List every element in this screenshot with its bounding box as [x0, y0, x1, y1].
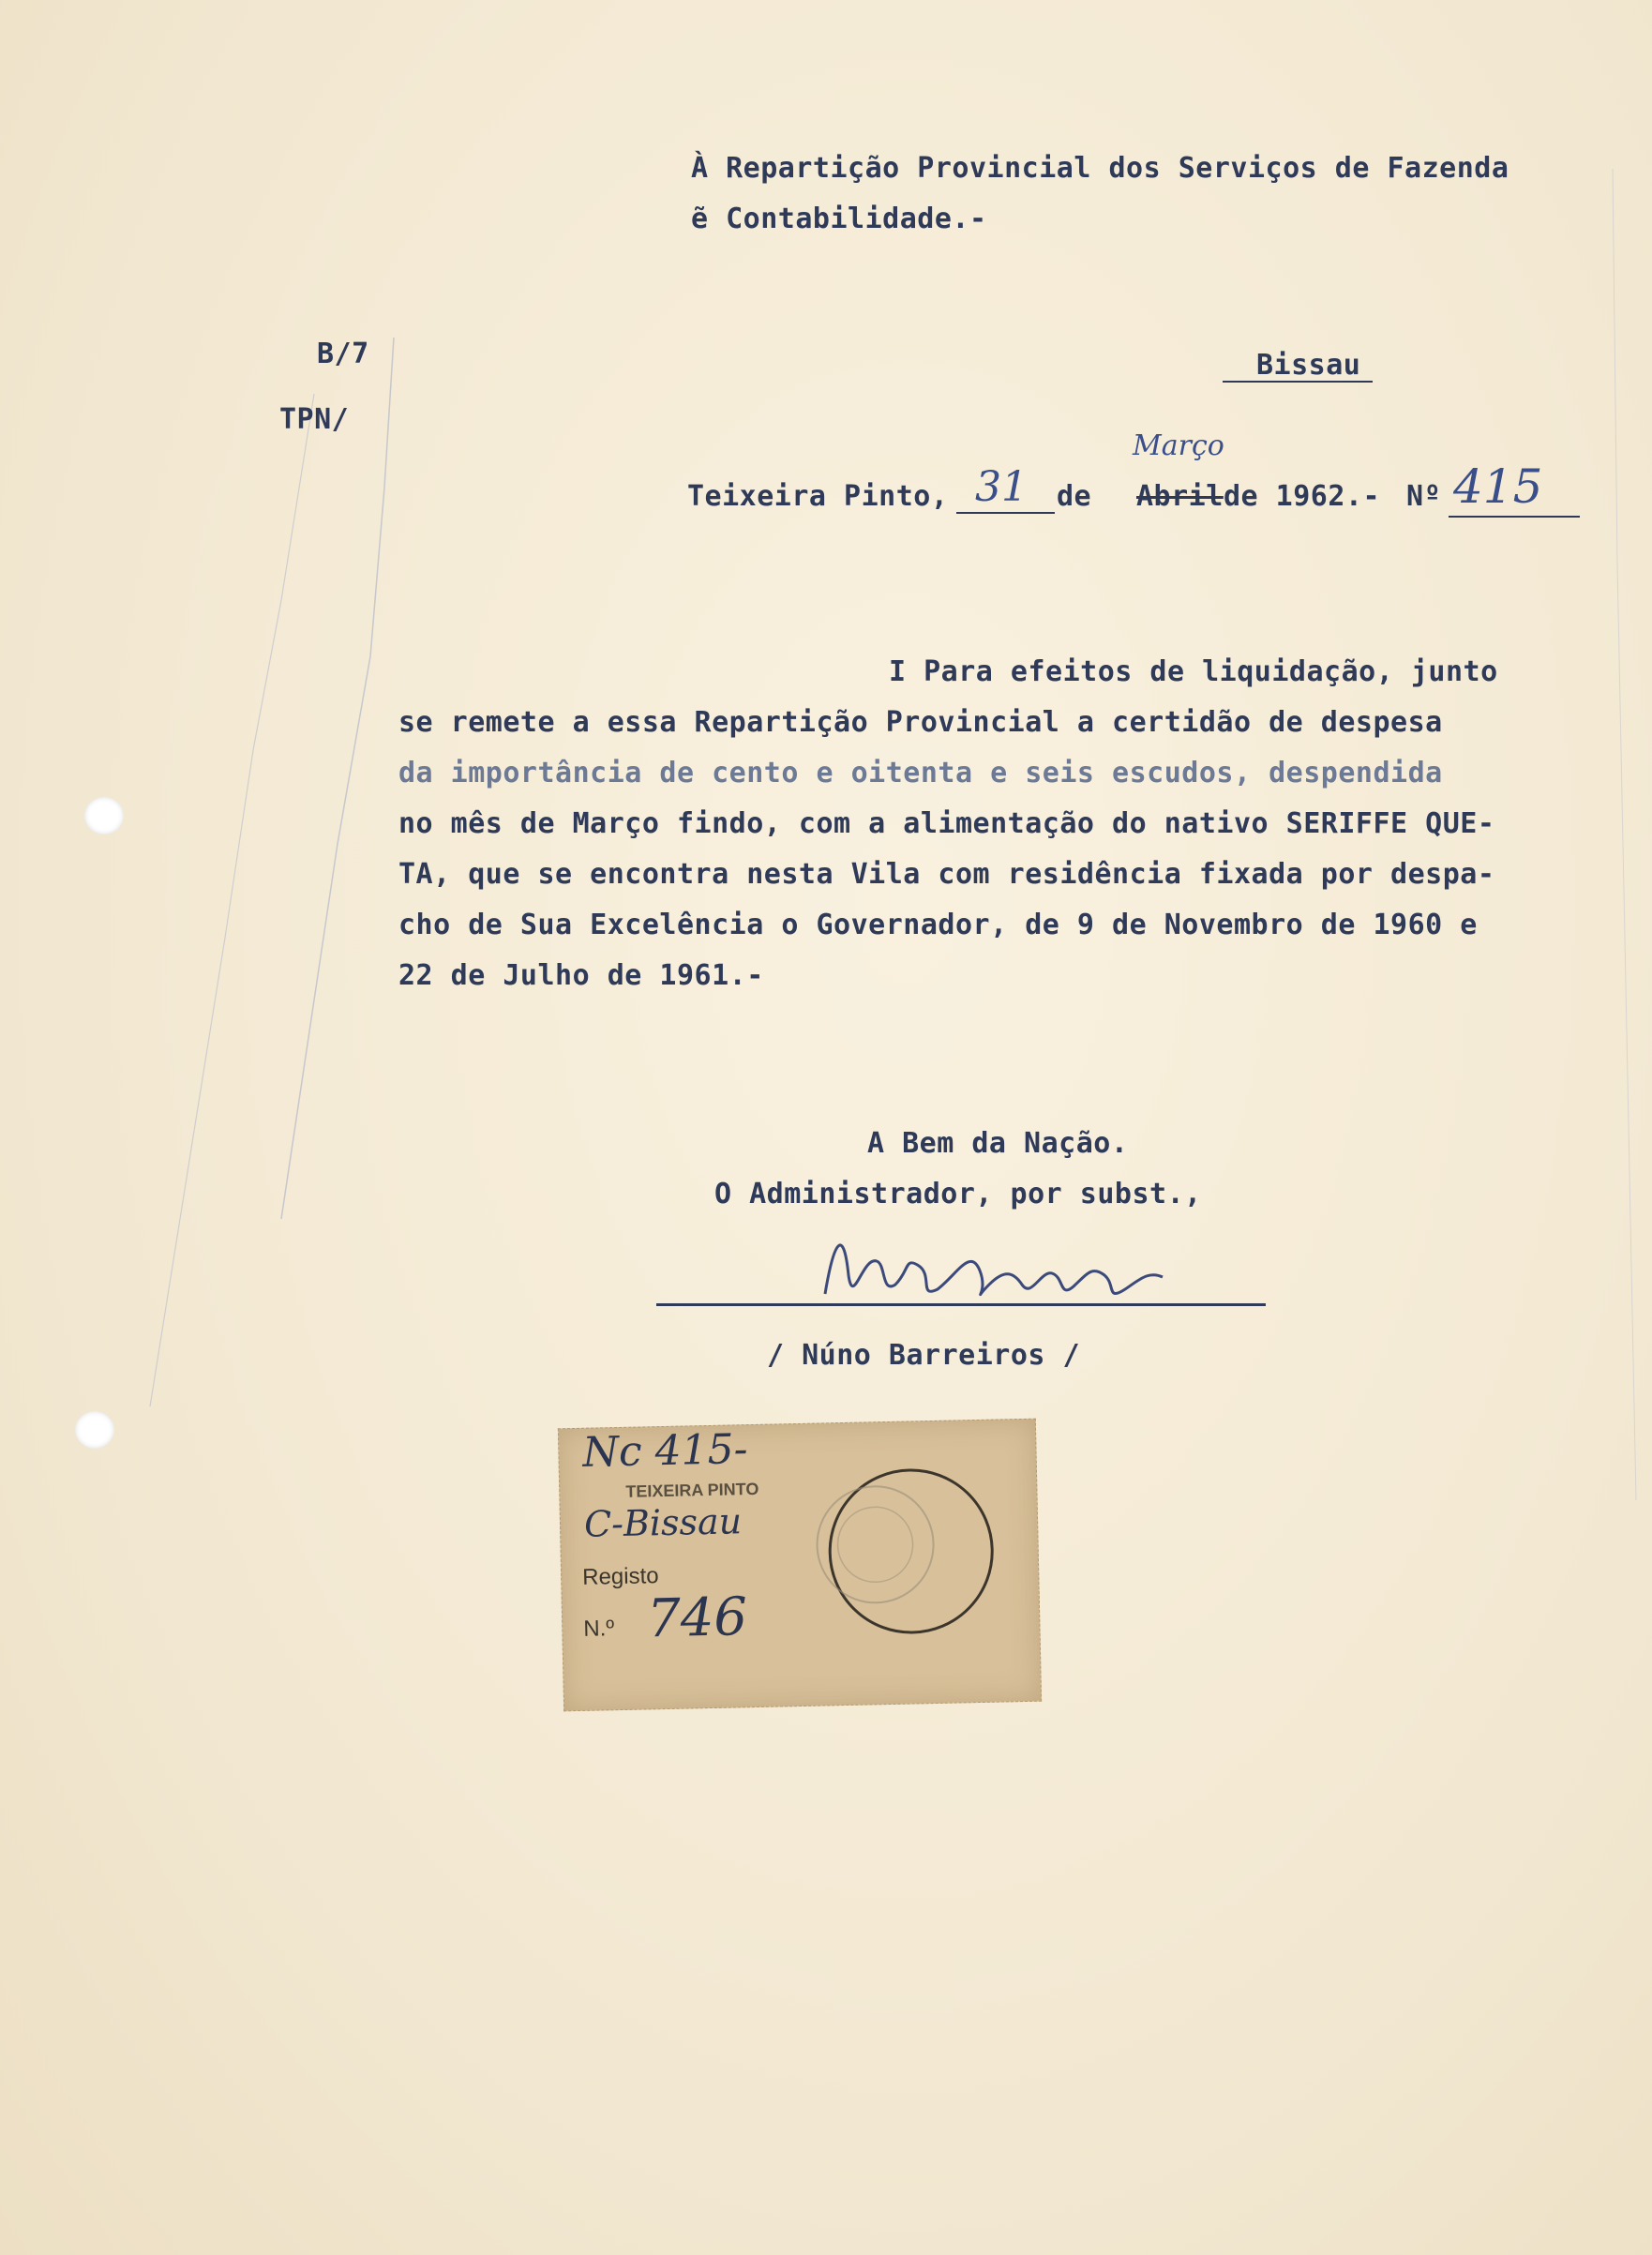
body-line: no mês de Março findo, com a alimentação do nativo SERIFFE QUE- — [398, 807, 1495, 840]
number-underline — [1449, 516, 1580, 518]
body-line: I Para efeitos de liquidação, junto — [889, 655, 1498, 688]
slip-number-label: N.º — [583, 1616, 615, 1642]
registration-slip — [558, 1419, 1042, 1712]
dateline-day: 31 — [975, 463, 1028, 511]
slip-registo-label: Registo — [581, 1563, 659, 1590]
addressee-line-1: À Repartição Provincial dos Serviços de Fazenda — [691, 152, 1509, 185]
document-number: 415 — [1453, 459, 1543, 514]
handwritten-signature — [806, 1219, 1200, 1322]
reference-code: B/7 — [317, 338, 369, 370]
dateline-year: de 1962.- — [1224, 480, 1381, 513]
faded-date-stamp — [808, 1478, 942, 1612]
slip-registo-number: 746 — [646, 1586, 748, 1650]
letter-body — [398, 647, 1589, 1001]
number-label: Nº — [1406, 480, 1442, 513]
body-line: se remete a essa Repartição Provincial a certidão de despesa — [398, 706, 1443, 739]
dateline-month-struck: Abril — [1136, 480, 1224, 513]
reference-code-2: TPN/ — [279, 403, 350, 436]
signature-line — [656, 1303, 1266, 1306]
body-line: TA, que se encontra nesta Vila com residência fixada por despa- — [398, 858, 1495, 891]
city-underline — [1223, 381, 1373, 383]
closing-salutation: A Bem da Nação. — [867, 1127, 1129, 1160]
day-underline — [956, 512, 1055, 514]
addressee-line-2: ẽ Contabilidade.- — [691, 203, 987, 235]
body-line: cho de Sua Excelência o Governador, de 9 de Novembro de 1960 e — [398, 909, 1478, 941]
dateline-de: de — [1057, 480, 1092, 513]
dateline-month-handwritten: Março — [1133, 429, 1224, 462]
slip-handwritten-destination: C-Bissau — [583, 1500, 743, 1545]
slip-handwritten-number: Nc 415- — [581, 1425, 748, 1477]
destination-city: Bissau — [1256, 349, 1361, 382]
body-line: da importância de cento e oitenta e seis escudos, despendida — [398, 757, 1443, 789]
signatory-name: / Núno Barreiros / — [767, 1339, 1081, 1372]
slip-office-stamp: TEIXEIRA PINTO — [625, 1479, 759, 1501]
body-line: 22 de Julho de 1961.- — [398, 959, 764, 992]
signatory-title: O Administrador, por subst., — [714, 1178, 1202, 1210]
dateline-place: Teixeira Pinto, — [687, 480, 949, 513]
